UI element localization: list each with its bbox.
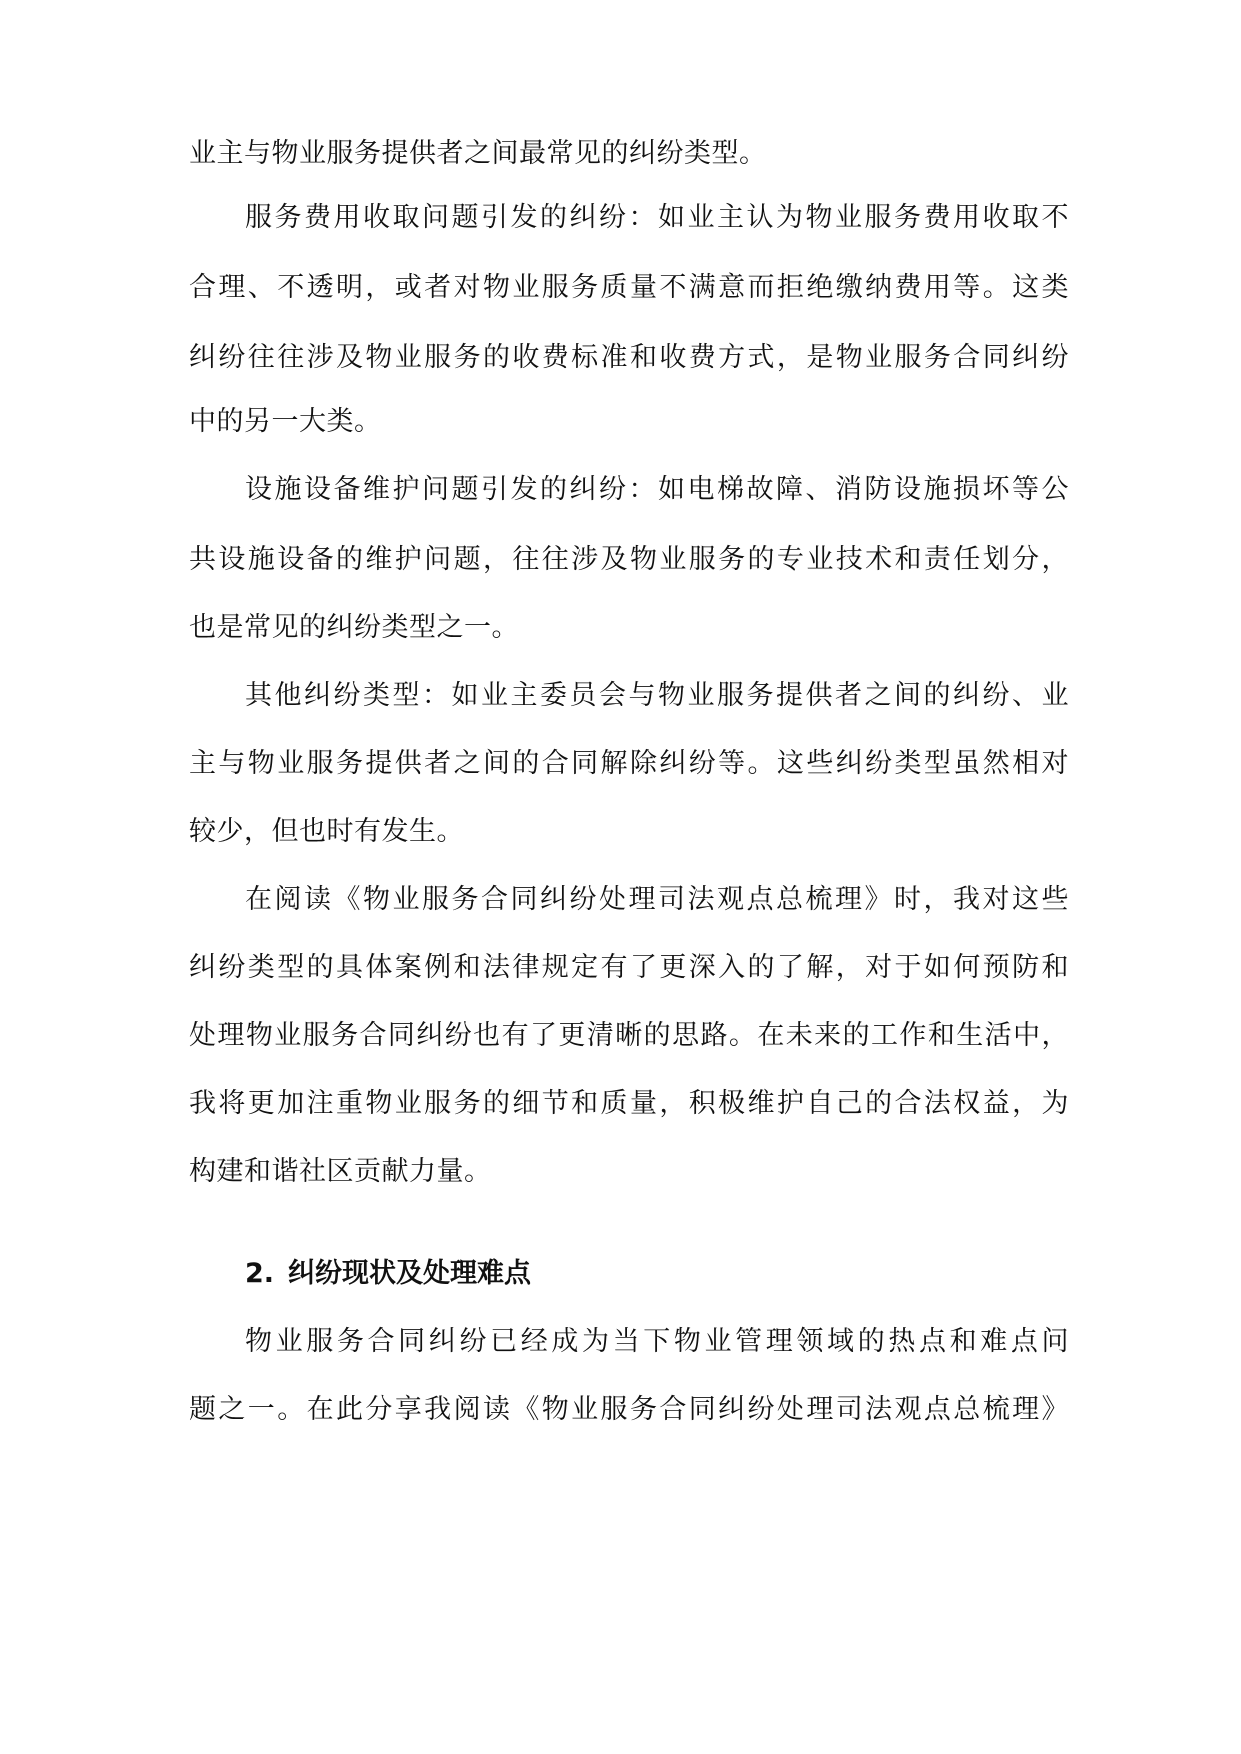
paragraph-line: 较少，但也时有发生。: [189, 816, 464, 847]
paragraph-line: 纠纷类型的具体案例和法律规定有了更深入的了解，对于如何预防和: [189, 952, 1069, 983]
paragraph-line: 题之一。在此分享我阅读《物业服务合同纠纷处理司法观点总梳理》: [189, 1394, 1069, 1425]
paragraph-line: 也是常见的纠纷类型之一。: [189, 612, 519, 643]
paragraph-line: 其他纠纷类型：如业主委员会与物业服务提供者之间的纠纷、业: [245, 680, 1069, 711]
paragraph-line: 构建和谐社区贡献力量。: [189, 1156, 492, 1187]
paragraph-line: 中的另一大类。: [189, 406, 382, 437]
paragraph-line: 物业服务合同纠纷已经成为当下物业管理领域的热点和难点问: [245, 1326, 1069, 1357]
section-heading: [245, 1256, 531, 1292]
paragraph-line: 服务费用收取问题引发的纠纷：如业主认为物业服务费用收取不: [245, 202, 1069, 233]
paragraph-line: 业主与物业服务提供者之间最常见的纠纷类型。: [189, 138, 767, 169]
paragraph-line: 在阅读《物业服务合同纠纷处理司法观点总梳理》时，我对这些: [245, 884, 1069, 915]
paragraph-line: 我将更加注重物业服务的细节和质量，积极维护自己的合法权益，为: [189, 1088, 1069, 1119]
paragraph-line: 设施设备维护问题引发的纠纷：如电梯故障、消防设施损坏等公: [245, 474, 1069, 505]
paragraph-line: 处理物业服务合同纠纷也有了更清晰的思路。在未来的工作和生活中，: [189, 1020, 1069, 1051]
paragraph-line: 合理、不透明，或者对物业服务质量不满意而拒绝缴纳费用等。这类: [189, 272, 1069, 303]
paragraph-line: 主与物业服务提供者之间的合同解除纠纷等。这些纠纷类型虽然相对: [189, 748, 1069, 779]
section-number: 2.: [245, 1258, 275, 1289]
paragraph-line: 共设施设备的维护问题，往往涉及物业服务的专业技术和责任划分，: [189, 544, 1069, 575]
section-title: 纠纷现状及处理难点: [288, 1258, 532, 1289]
paragraph-line: 纠纷往往涉及物业服务的收费标准和收费方式，是物业服务合同纠纷: [189, 342, 1069, 373]
